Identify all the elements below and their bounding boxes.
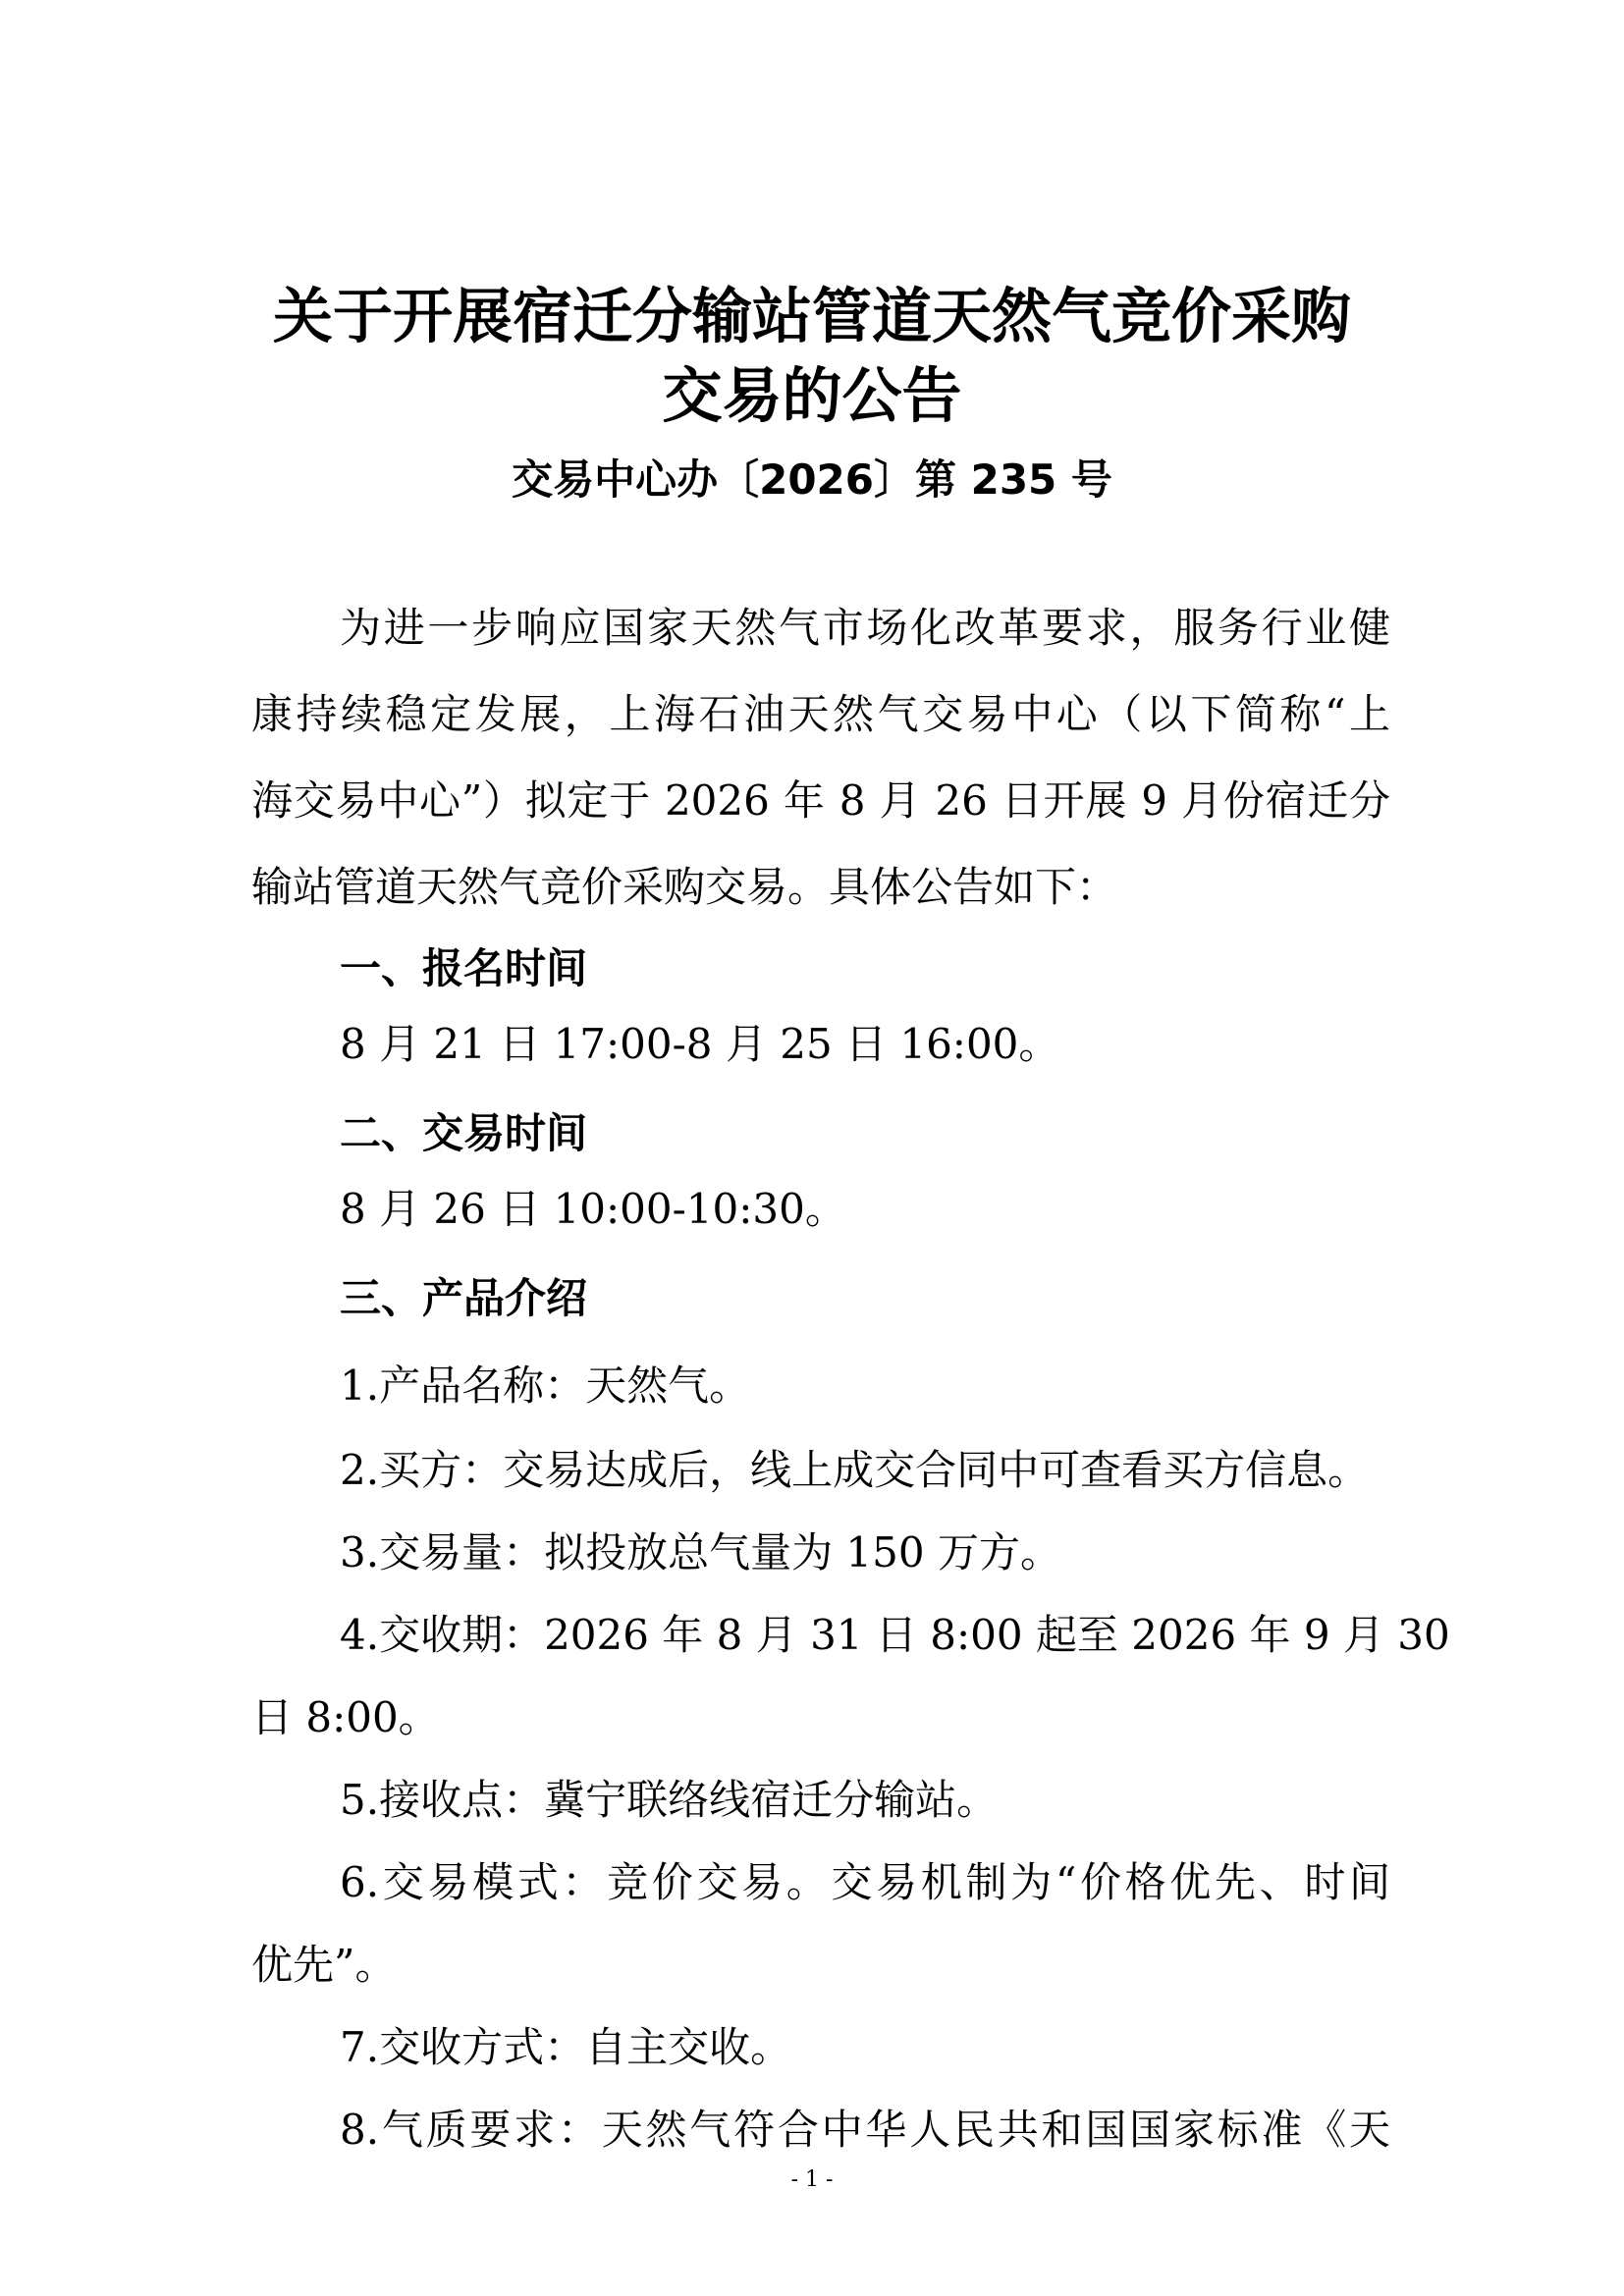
section-2-heading: 二、交易时间 [340, 1109, 588, 1157]
section-3-item-6-line-2: 优先”。 [251, 1941, 397, 1989]
section-3-item-6-line-1: 6.交易模式：竞价交易。交易机制为“价格优先、时间 [340, 1858, 1390, 1906]
section-3-item-2: 2.买方：交易达成后，线上成交合同中可查看买方信息。 [340, 1446, 1370, 1494]
section-3-item-3: 3.交易量：拟投放总气量为 150 万方。 [340, 1528, 1061, 1576]
section-3-heading: 三、产品介绍 [340, 1274, 588, 1322]
intro-line-2: 康持续稳定发展，上海石油天然气交易中心（以下简称“上 [251, 690, 1390, 738]
page-number: - 1 - [790, 2167, 834, 2192]
intro-line-3: 海交易中心”）拟定于 2026 年 8 月 26 日开展 9 月份宿迁分 [251, 776, 1390, 825]
document-title-line-1: 关于开展宿迁分输站管道天然气竞价采购 [272, 282, 1351, 351]
document-number: 交易中心办〔2026〕第 235 号 [512, 455, 1112, 504]
intro-line-4: 输站管道天然气竞价采购交易。具体公告如下： [251, 863, 1118, 911]
section-3-item-1: 1.产品名称：天然气。 [340, 1362, 751, 1410]
section-3-item-4-line-1: 4.交收期：2026 年 8 月 31 日 8:00 起至 2026 年 9 月 30 [340, 1611, 1450, 1659]
intro-line-1: 为进一步响应国家天然气市场化改革要求，服务行业健 [340, 604, 1390, 652]
section-3-item-4-line-2: 日 8:00。 [251, 1693, 440, 1741]
section-1-text: 8 月 21 日 17:00-8 月 25 日 16:00。 [340, 1020, 1060, 1068]
document-title-line-2: 交易的公告 [662, 361, 962, 431]
section-1-heading: 一、报名时间 [340, 944, 588, 992]
section-2-text: 8 月 26 日 10:00-10:30。 [340, 1185, 846, 1233]
section-3-item-5: 5.接收点：冀宁联络线宿迁分输站。 [340, 1776, 999, 1824]
section-3-item-7: 7.交收方式：自主交收。 [340, 2023, 792, 2071]
section-3-item-8-line-1: 8.气质要求：天然气符合中华人民共和国国家标准《天 [340, 2106, 1390, 2154]
